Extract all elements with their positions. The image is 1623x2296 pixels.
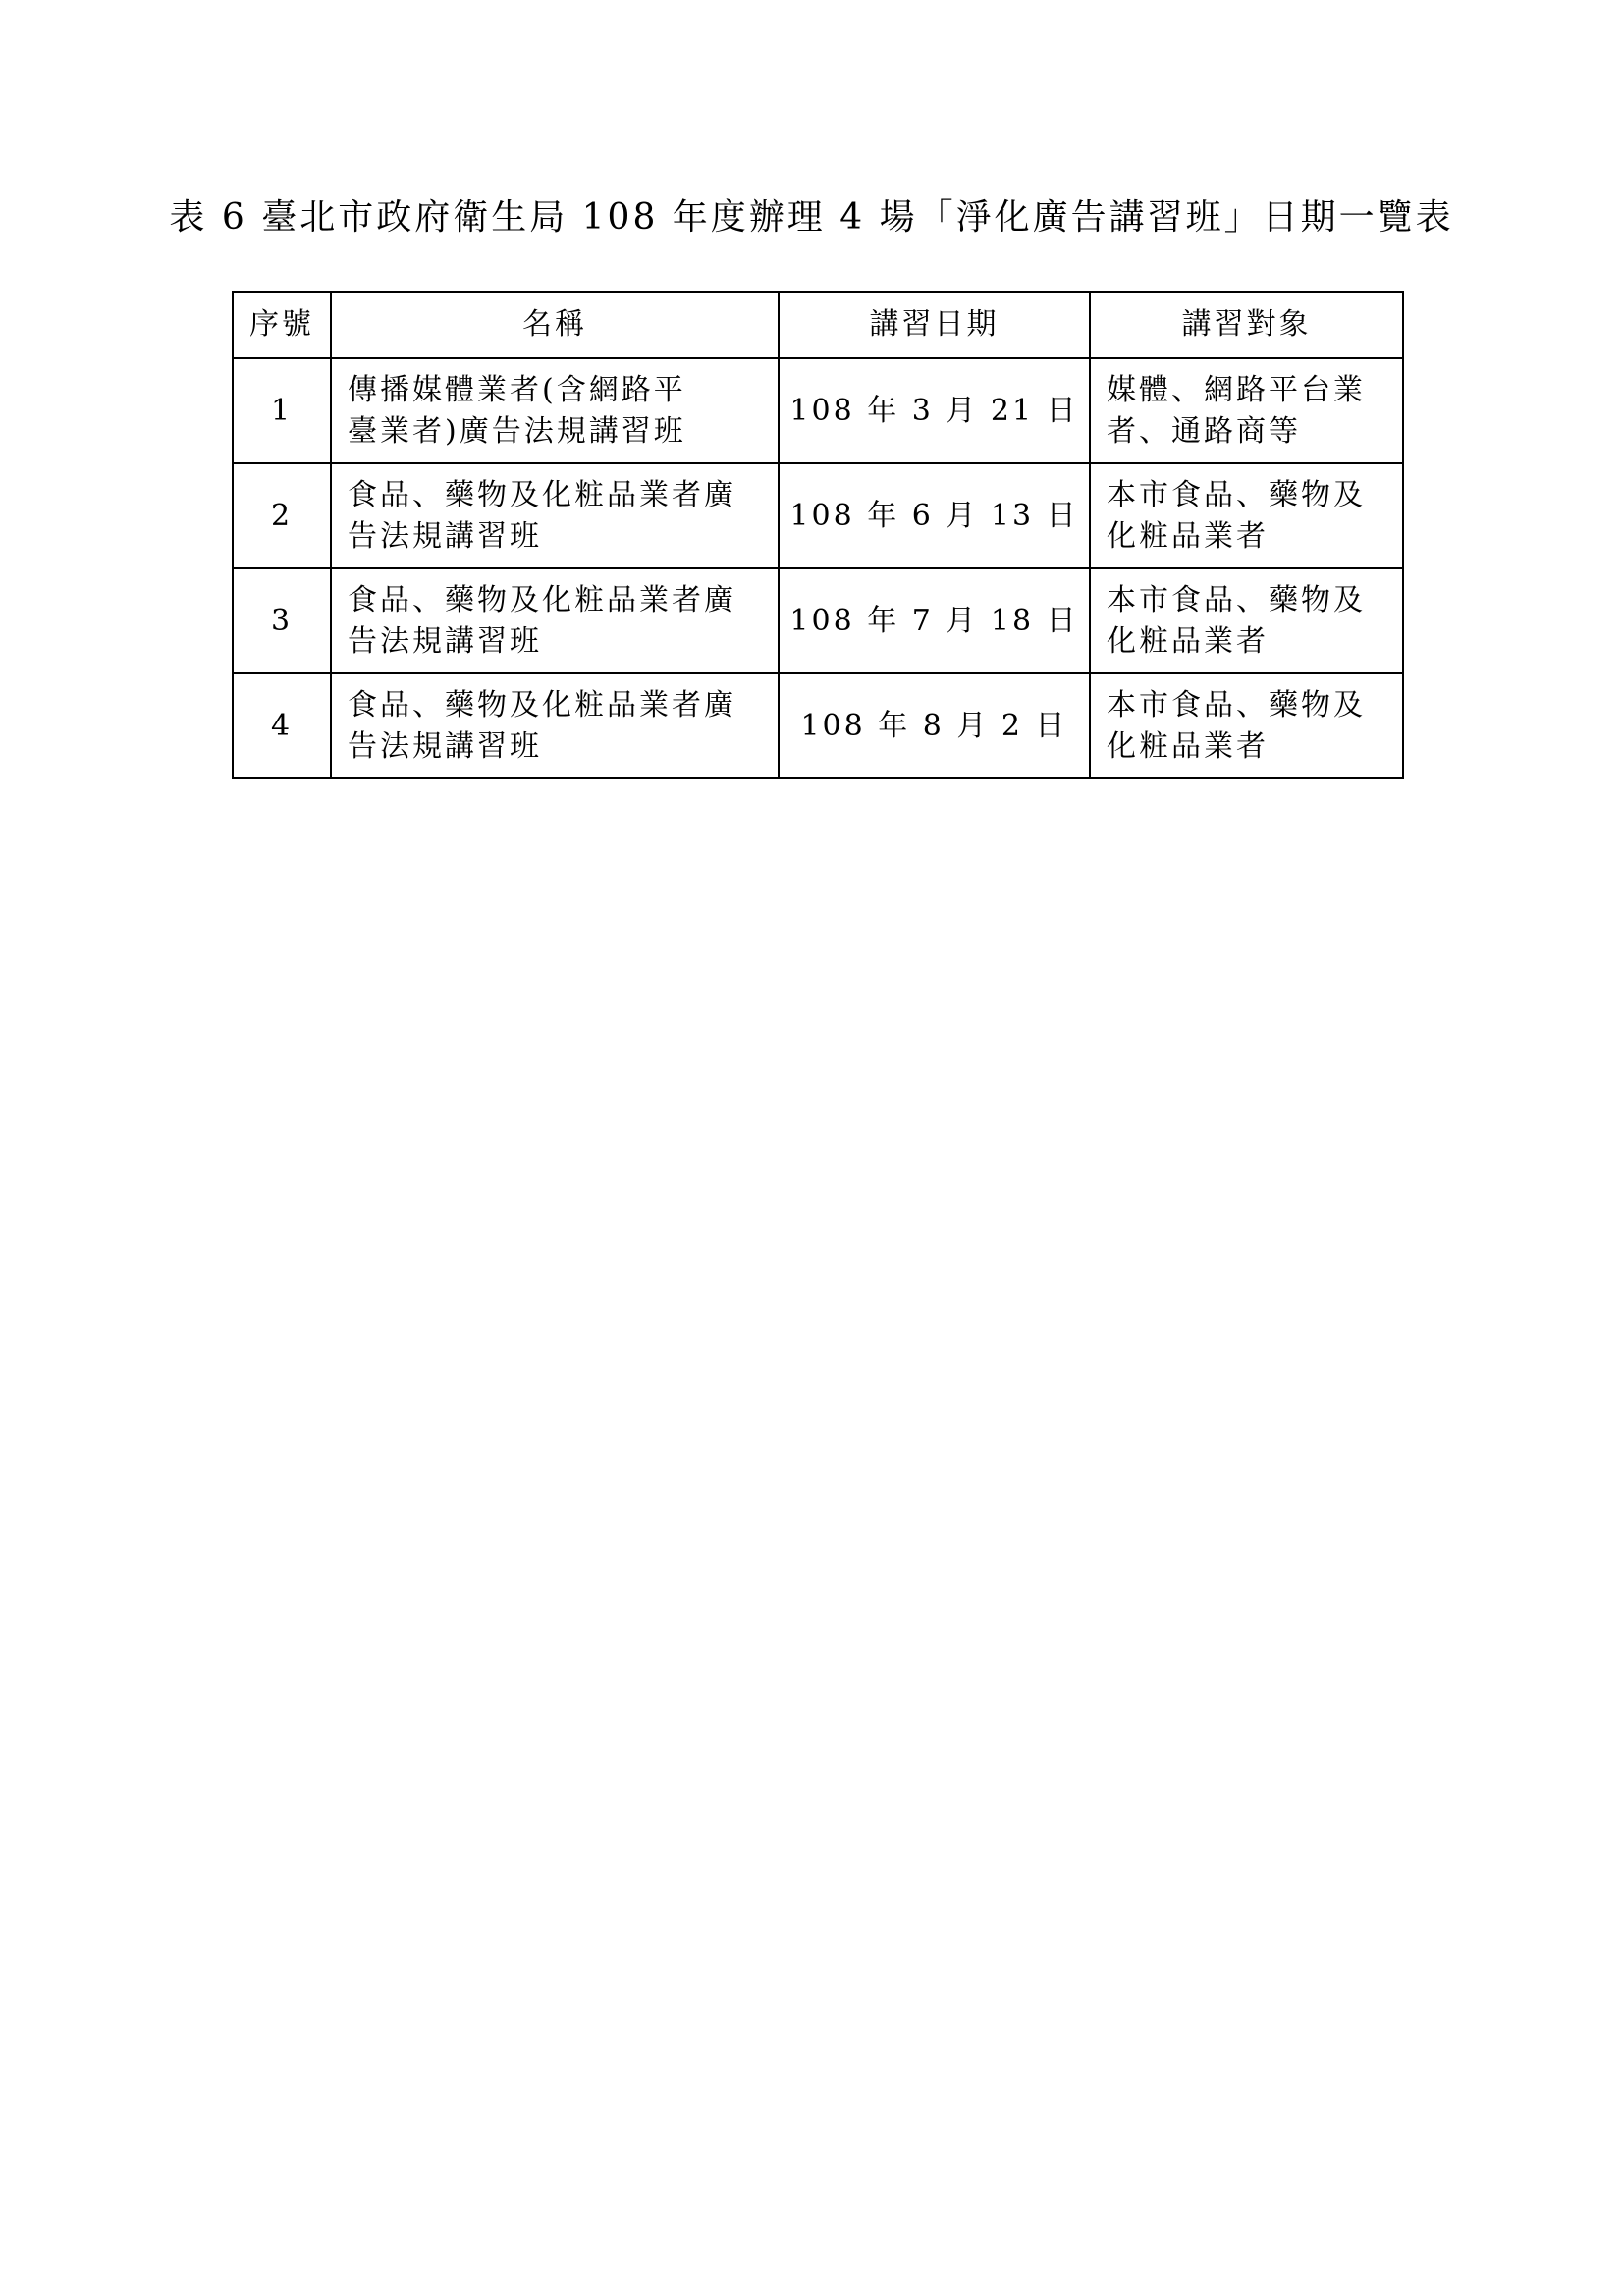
target-line: 化粧品業者 [1107,623,1269,659]
page-title: 表 6 臺北市政府衛生局 108 年度辦理 4 場「淨化廣告講習班」日期一覽表 [169,197,1454,238]
target-line: 者、通路商等 [1107,413,1301,449]
cell-name [331,568,779,673]
name-line: 食品、藥物及化粧品業者廣 [348,687,736,722]
target-line: 化粧品業者 [1107,518,1269,554]
cell-no: 1 [233,358,331,463]
table-row [233,568,1403,673]
cell-no: 4 [233,673,331,778]
table-row [233,673,1403,778]
name-line: 食品、藥物及化粧品業者廣 [348,582,736,617]
target-line: 媒體、網路平台業 [1107,372,1366,407]
cell-date: 108 年 6 月 13 日 [779,463,1090,568]
cell-target [1090,358,1403,463]
cell-date: 108 年 8 月 2 日 [779,673,1090,778]
header-name: 名稱 [331,292,779,358]
target-line: 本市食品、藥物及 [1107,477,1366,512]
cell-target [1090,673,1403,778]
header-date: 講習日期 [779,292,1090,358]
cell-target [1090,568,1403,673]
cell-no: 2 [233,463,331,568]
name-line: 告法規講習班 [348,518,542,554]
name-line: 食品、藥物及化粧品業者廣 [348,477,736,512]
name-line: 傳播媒體業者(含網路平 [348,372,686,407]
target-line: 本市食品、藥物及 [1107,687,1366,722]
schedule-table [232,291,1404,779]
header-target: 講習對象 [1090,292,1403,358]
target-line: 化粧品業者 [1107,728,1269,764]
cell-date: 108 年 3 月 21 日 [779,358,1090,463]
cell-target [1090,463,1403,568]
table-row [233,463,1403,568]
cell-name [331,358,779,463]
name-line: 臺業者)廣告法規講習班 [348,413,686,449]
header-no: 序號 [233,292,331,358]
cell-name [331,673,779,778]
target-line: 本市食品、藥物及 [1107,582,1366,617]
name-line: 告法規講習班 [348,728,542,764]
cell-date: 108 年 7 月 18 日 [779,568,1090,673]
cell-name [331,463,779,568]
cell-no: 3 [233,568,331,673]
table-header-row [233,292,1403,358]
name-line: 告法規講習班 [348,623,542,659]
table-row [233,358,1403,463]
